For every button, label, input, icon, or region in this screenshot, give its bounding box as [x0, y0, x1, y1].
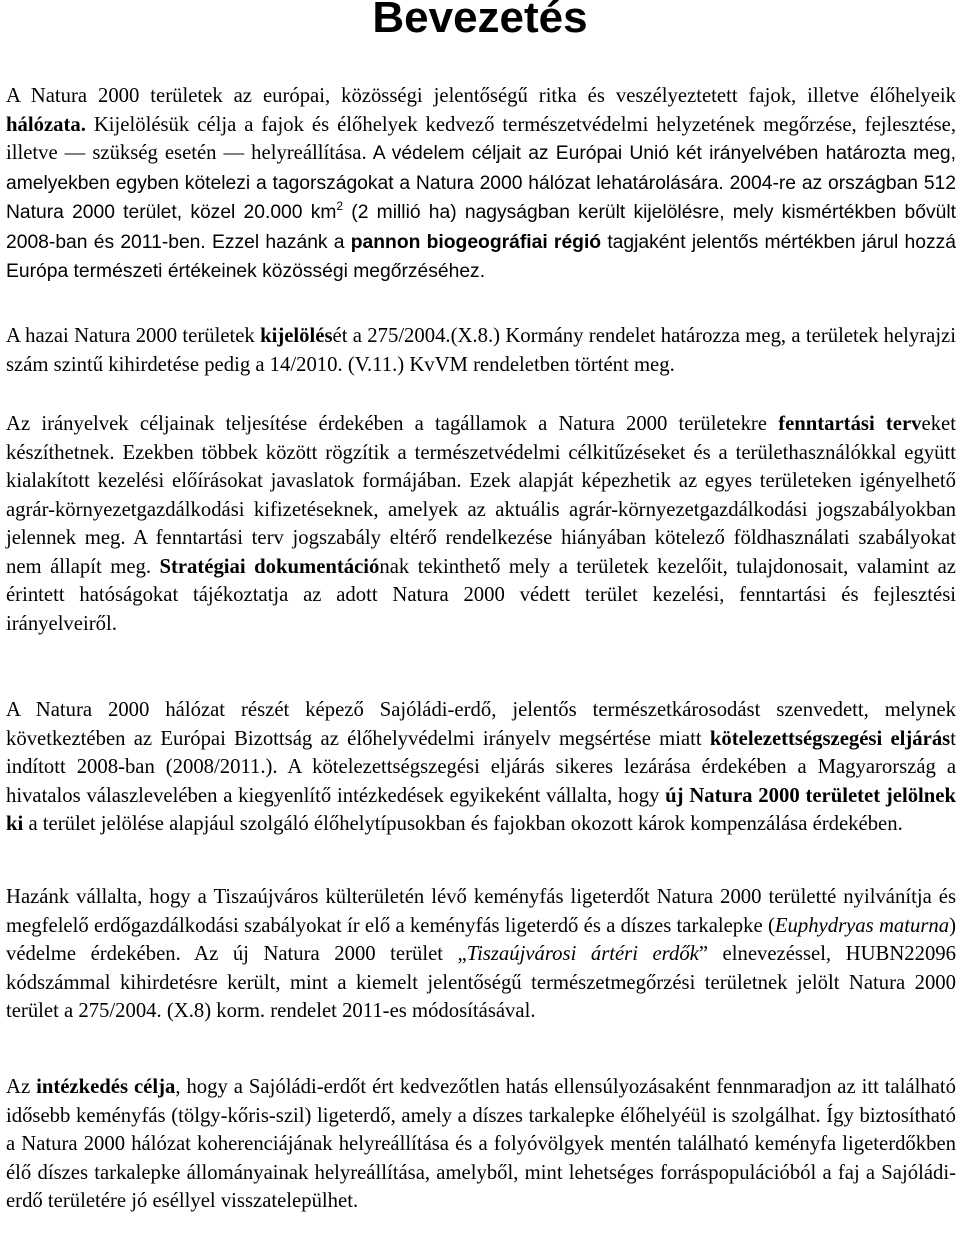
- text-span: A Natura 2000 területek az európai, közösségi jelentőségű ritka és veszélyeztetett fajok, illetve élőhelyeik: [6, 85, 956, 107]
- bold-text: pannon biogeográfiai régió: [350, 231, 602, 253]
- page-title: Bevezetés: [372, 0, 588, 42]
- text-span: Az irányelvek céljainak teljesítése érdekében a tagállamok a Natura 2000 területekre: [6, 413, 779, 435]
- text-span: eket készíthetnek. Ezekben többek között rögzítik a természetvédelmi célkitűzéseket és a területhasználókkal együtt kialakított kezelési előírásokat javaslatok formájában. Ezek alapját képezhetik az egyes területeken igényelhető agrár-környezetgazdálkodási kifizetéseknek, amelyek az aktuális agrár-környezetgazdálkodási jogszabályokban jelennek meg. A fenntartási terv jogszabály eltérő rendelkezése hiányában kötelező földhasználati szabályokat nem állapít meg.: [6, 413, 956, 578]
- paragraph-measure-goal: [6, 1073, 956, 1216]
- italic-text: Euphydryas maturna: [774, 914, 950, 937]
- paragraph-sajoladi-forest: [6, 696, 956, 839]
- text-span: ) védelme érdekében. Az új Natura 2000 terület „: [6, 914, 956, 965]
- text-span: t indított 2008-ban (2008/2011.). A kötelezettségszegési eljárás sikeres lezárása érdekében a Magyarország a hivatalos válaszlevelében a kiegyenlítő intézkedések egyikeként vállalta, hogy: [6, 727, 956, 807]
- text-span: , hogy a Sajóládi-erdőt ért kedvezőtlen hatás ellensúlyozásaként fennmaradjon az itt található idősebb keményfás (tölgy-kőris-szil) ligeterdő, amely a díszes tarkalepke élőhelyéül is szolgálhat. Így biztosítható a Natura 2000 hálózat koherenciájának helyreállítása és a folyóvölgyek mentén található keményfa ligeterdőkben élő díszes tarkalepke állományainak helyreállítása, amelyből, mint lehetséges forráspopulációból a faj a Sajóládi-erdő területére jó eséllyel visszatelepülhet.: [6, 1076, 957, 1212]
- paragraph-natura-intro: [6, 82, 956, 287]
- superscript: 2: [336, 199, 344, 213]
- bold-text: Stratégiai dokumentáció: [159, 555, 380, 578]
- paragraph-management-plans: [6, 410, 956, 638]
- text-span: Az: [6, 1076, 37, 1098]
- bold-text: fenntartási terv: [778, 413, 922, 435]
- italic-text: Tiszaújvárosi ártéri erdők: [466, 943, 699, 965]
- text-span: Kijelölésük célja a fajok és élőhelyek kedvező természetvédelmi helyzetének megőrzése, fejlesztése, illetve — szükség esetén — helyreállítása.: [6, 113, 956, 164]
- text-span: (2 millió ha) nagyságban került kijelölésre, mely kismértékben bővült 2008-ban és 2011-ben. Ezzel hazánk a: [6, 202, 956, 253]
- bold-text: hálózata.: [6, 113, 86, 136]
- text-span: ” elnevezéssel, HUBN22096 kódszámmal kihirdetésre került, mint a kiemelt jelentőségű természetmegőrzési területnek jelölt Natura 2000 terület a 275/2004. (X.8) korm. rendelet 2011-es módosításával.: [6, 943, 956, 1022]
- text-span: a terület jelölése alapjául szolgáló élőhelytípusokban és fajokban okozott károk kompenzálása érdekében.: [23, 813, 903, 835]
- bold-text: kijelölés: [260, 325, 333, 347]
- text-span: nak tekinthető mely a területek kezelőit, tulajdonosait, valamint az érintett hatóságokat tájékoztatja az adott Natura 2000 védett terület kezelési, fenntartási és fejlesztési irányelveiről.: [6, 555, 956, 635]
- paragraph-tiszaujvaros: [6, 883, 956, 1026]
- text-span: ét a 275/2004.(X.8.) Kormány rendelet határozza meg, a területek helyrajzi szám szintű kihirdetése pedig a 14/2010. (V.11.) KvVM rendeletben történt meg.: [6, 325, 956, 376]
- text-span: A hazai Natura 2000 területek: [6, 325, 261, 347]
- bold-text: intézkedés célja: [36, 1076, 176, 1098]
- bold-text: kötelezettségszegési eljárás: [709, 727, 951, 750]
- text-span: tagjaként jelentős mértékben járul hozzá Európa természeti értékeinek közösségi megőrzéséhez.: [6, 231, 956, 282]
- paragraph-designation: [6, 322, 956, 379]
- text-span: Hazánk vállalta, hogy a Tiszaújváros külterületén lévő keményfás ligeterdőt Natura 2000 területté nyilvánítja és megfelelő erdőgazdálkodási szabályokat ír elő a keményfás ligeterdő és a díszes tarkalepke (: [6, 886, 956, 937]
- text-span: A Natura 2000 hálózat részét képező Sajóládi-erdő, jelentős természetkárosodást szenvedett, melynek következtében az Európai Bizottság az élőhelyvédelmi irányelv megsértése miatt: [6, 699, 956, 750]
- bold-text: új Natura 2000 területet jelölnek ki: [6, 784, 956, 835]
- text-span: A védelem céljait az Európai Unió két irányelvében határozta meg, amelyekben egyben kötelezi a tagországokat a Natura 2000 hálózat lehatárolására. 2004-re az országban 512 Natura 2000 terület, közel 20.000 km: [6, 143, 956, 223]
